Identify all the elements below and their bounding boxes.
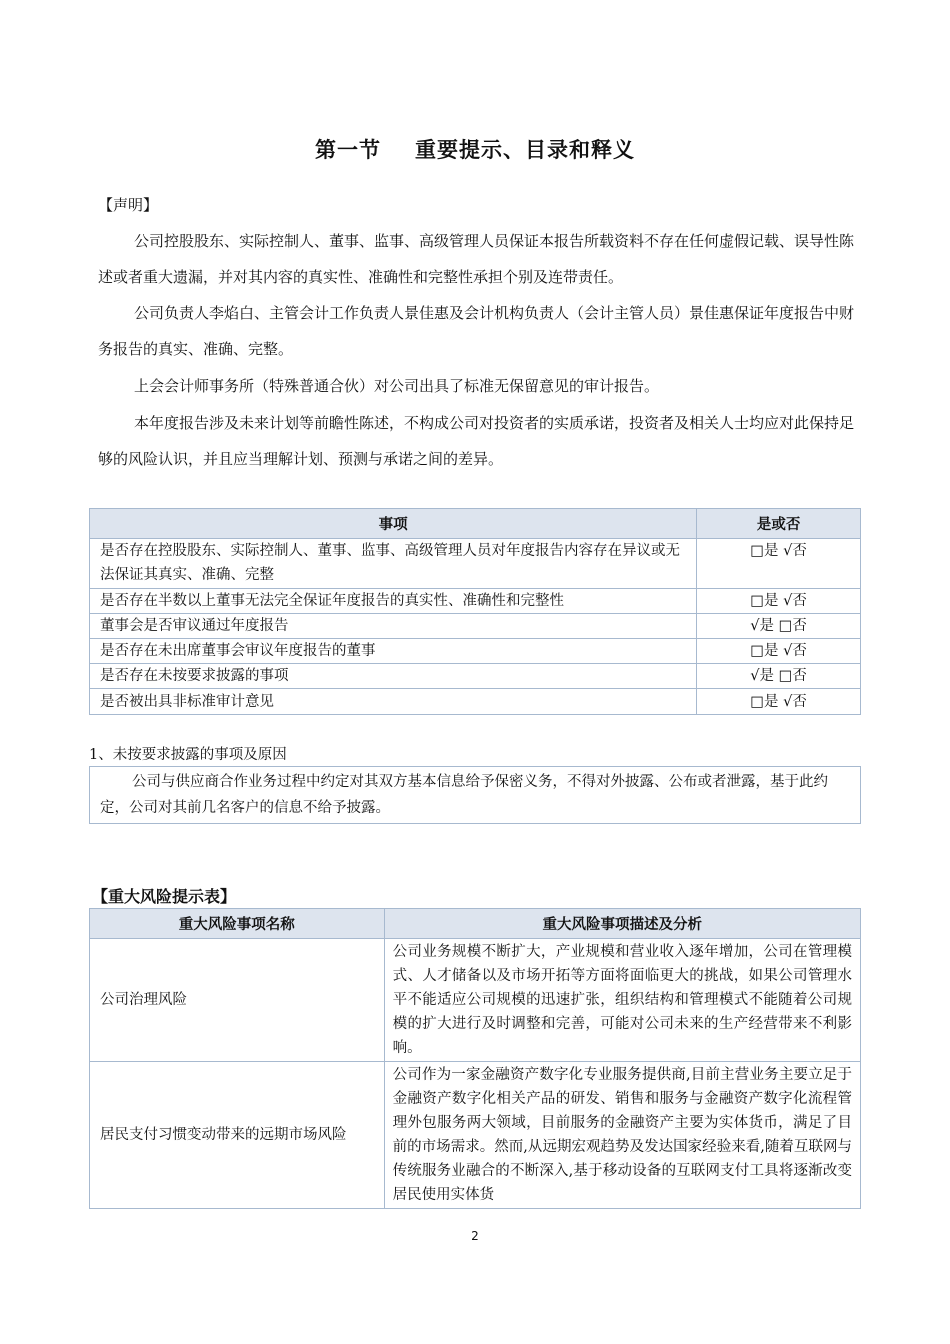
table-row bbox=[90, 614, 861, 639]
matter-answer: √是 □否 bbox=[697, 664, 861, 689]
table-row bbox=[90, 539, 861, 589]
risk-table-title: 【重大风险提示表】 bbox=[92, 887, 237, 906]
matter-answer: □是 √否 bbox=[697, 539, 861, 589]
matters-table bbox=[89, 508, 861, 715]
section-title bbox=[0, 134, 950, 164]
section-title-text: 重要提示、目录和释义 bbox=[415, 138, 635, 162]
matter-item: 是否被出具非标准审计意见 bbox=[90, 689, 697, 715]
declaration-heading: 【声明】 bbox=[98, 196, 159, 214]
matters-header-row bbox=[90, 509, 861, 539]
matters-header-answer: 是或否 bbox=[697, 509, 861, 539]
matter-item: 是否存在半数以上董事无法完全保证年度报告的真实性、准确性和完整性 bbox=[90, 589, 697, 614]
risk-description: 公司业务规模不断扩大，产业规模和营业收入逐年增加，公司在管理模式、人才储备以及市场开拓等方面将面临更大的挑战，如果公司管理水平不能适应公司规模的迅速扩张，组织结构和管理模式不能随着公司规模的扩大进行及时调整和完善，可能对公司未来的生产经营带来不利影响。 bbox=[384, 939, 860, 1062]
table-row bbox=[90, 689, 861, 715]
undisclosed-heading: 1、未按要求披露的事项及原因 bbox=[89, 747, 287, 763]
matter-answer: □是 √否 bbox=[697, 589, 861, 614]
declaration-paragraph-2: 公司负责人李焰白、主管会计工作负责人景佳惠及会计机构负责人（会计主管人员）景佳惠保证年度报告中财务报告的真实、准确、完整。 bbox=[98, 304, 855, 358]
declaration-paragraph-4: 本年度报告涉及未来计划等前瞻性陈述，不构成公司对投资者的实质承诺，投资者及相关人士均应对此保持足够的风险认识，并且应当理解计划、预测与承诺之间的差异。 bbox=[98, 414, 855, 468]
table-row bbox=[90, 664, 861, 689]
risk-name: 居民支付习惯变动带来的远期市场风险 bbox=[90, 1062, 385, 1209]
declaration-paragraph-1: 公司控股股东、实际控制人、董事、监事、高级管理人员保证本报告所载资料不存在任何虚假记载、误导性陈述或者重大遗漏，并对其内容的真实性、准确性和完整性承担个别及连带责任。 bbox=[98, 232, 855, 286]
matter-answer: □是 √否 bbox=[697, 639, 861, 664]
declaration-paragraph-3: 上会会计师事务所（特殊普通合伙）对公司出具了标准无保留意见的审计报告。 bbox=[134, 377, 660, 395]
matter-item: 是否存在未出席董事会审议年度报告的董事 bbox=[90, 639, 697, 664]
undisclosed-reason: 公司与供应商合作业务过程中约定对其双方基本信息给予保密义务，不得对外披露、公布或者泄露，基于此约定，公司对其前几名客户的信息不给予披露。 bbox=[89, 766, 861, 824]
risk-header-row bbox=[90, 909, 861, 939]
matter-item: 是否存在未按要求披露的事项 bbox=[90, 664, 697, 689]
risk-table bbox=[89, 908, 861, 1209]
risk-header-name: 重大风险事项名称 bbox=[90, 909, 385, 939]
section-number: 第一节 bbox=[315, 138, 381, 162]
table-row bbox=[90, 1062, 861, 1209]
table-row bbox=[90, 589, 861, 614]
risk-description: 公司作为一家金融资产数字化专业服务提供商,目前主营业务主要立足于金融资产数字化相关产品的研发、销售和服务与金融资产数字化流程管理外包服务两大领域，目前服务的金融资产主要为实体货币，满足了目前的市场需求。然而,从远期宏观趋势及发达国家经验来看,随着互联网与传统服务业融合的不断深入,基于移动设备的互联网支付工具将逐渐改变居民使用实体货 bbox=[384, 1062, 860, 1209]
risk-name: 公司治理风险 bbox=[90, 939, 385, 1062]
table-row bbox=[90, 639, 861, 664]
matter-answer: □是 √否 bbox=[697, 689, 861, 715]
matter-item: 董事会是否审议通过年度报告 bbox=[90, 614, 697, 639]
page-number: 2 bbox=[471, 1229, 479, 1243]
matter-answer: √是 □否 bbox=[697, 614, 861, 639]
table-row bbox=[90, 939, 861, 1062]
matter-item: 是否存在控股股东、实际控制人、董事、监事、高级管理人员对年度报告内容存在异议或无法保证其真实、准确、完整 bbox=[90, 539, 697, 589]
matters-header-item: 事项 bbox=[90, 509, 697, 539]
risk-header-description: 重大风险事项描述及分析 bbox=[384, 909, 860, 939]
